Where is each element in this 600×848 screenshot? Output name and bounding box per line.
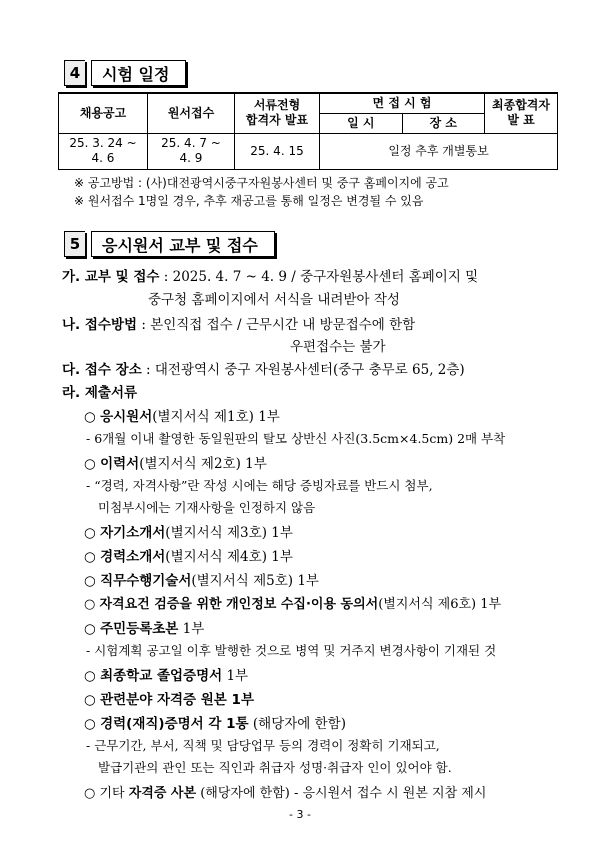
item-ga-text: : 2025. 4. 7 ~ 4. 9 / 중구자원봉사센터 홈페이지 및 bbox=[159, 269, 479, 285]
doc-resident-note: - 시험계획 공고일 이후 발행한 것으로 병역 및 거주지 변경사항이 기재된 것 bbox=[86, 643, 497, 658]
header-final-pass-line2: 발 표 bbox=[507, 113, 535, 128]
doc-name: 최종학교 졸업증명서 bbox=[100, 668, 223, 684]
item-na bbox=[62, 313, 415, 333]
doc-employment-note-1: - 근무기간, 부서, 직책 및 담당업무 등의 경력이 정확히 기재되고, bbox=[86, 738, 440, 753]
doc-career-intro bbox=[84, 545, 293, 565]
bullet: ○ bbox=[84, 549, 96, 565]
doc-application-form bbox=[84, 405, 280, 425]
doc-name: 자격요건 검증을 위한 개인정보 수집·이용 동의서 bbox=[99, 597, 379, 612]
item-na-text: : 본인직접 접수 / 근무시간 내 방문접수에 한함 bbox=[137, 317, 416, 333]
cell-recruit-notice bbox=[59, 133, 148, 169]
header-doc-screening bbox=[235, 93, 320, 133]
cell-recruit-line1: 25. 3. 24 ~ bbox=[69, 136, 137, 150]
header-final-pass-line1: 최종합격자 bbox=[492, 98, 550, 113]
doc-detail: 1부 bbox=[178, 621, 205, 637]
doc-detail: (별지서식 제5호) 1부 bbox=[191, 573, 319, 589]
cell-recruit-line2: 4. 6 bbox=[91, 151, 115, 165]
item-da bbox=[62, 358, 465, 378]
bullet: ○ bbox=[84, 692, 96, 708]
note-announcement: ※ 공고방법 : (사)대전광역시중구자원봉사센터 및 중구 홈페이지에 공고 bbox=[74, 176, 449, 190]
doc-detail: (별지서식 제4호) 1부 bbox=[165, 549, 293, 565]
doc-detail: 1부 bbox=[222, 668, 249, 684]
doc-detail: (별지서식 제3호) 1부 bbox=[165, 525, 293, 541]
item-ra-label: 라. 제출서류 bbox=[62, 385, 138, 401]
header-doc-screening-line2: 합격자 발표 bbox=[245, 113, 309, 128]
item-na-cont: 우편접수는 불가 bbox=[290, 339, 386, 355]
cell-application bbox=[148, 133, 235, 169]
header-interview-place: 장 소 bbox=[402, 113, 485, 133]
section-4-header bbox=[64, 60, 186, 86]
item-da-text: : 대전광역시 중구 자원봉사센터(중구 충무로 65, 2층) bbox=[141, 362, 465, 378]
header-recruit-notice: 채용공고 bbox=[59, 93, 148, 133]
doc-name: 관련분야 자격증 원본 1부 bbox=[100, 692, 254, 708]
section-number: 5 bbox=[64, 231, 85, 257]
doc-license-original bbox=[84, 688, 254, 708]
doc-self-intro bbox=[84, 521, 293, 541]
section-5-header bbox=[64, 231, 275, 257]
header-doc-screening-line1: 서류전형 bbox=[253, 98, 301, 113]
doc-detail: (해당자에 한함) - 응시원서 접수 시 원본 지참 제시 bbox=[196, 786, 487, 801]
bullet: ○ bbox=[84, 597, 96, 612]
note-reannouncement: ※ 원서접수 1명일 경우, 추후 재공고를 통해 일정은 변경될 수 있음 bbox=[74, 194, 424, 208]
doc-employment-note-2: 발급기관의 관인 또는 직인과 취급자 성명·취급자 인이 있어야 함. bbox=[98, 760, 452, 775]
doc-resume-note-1: - “경력, 자격사항”란 작성 시에는 해당 증빙자료를 반드시 첨부, bbox=[86, 478, 433, 493]
item-da-label: 다. 접수 장소 bbox=[62, 362, 142, 378]
section-title: 응시원서 교부 및 접수 bbox=[91, 231, 275, 257]
doc-other-license-copy bbox=[84, 782, 486, 801]
bullet: ○ bbox=[84, 409, 96, 425]
header-interview-datetime: 일 시 bbox=[320, 113, 403, 133]
doc-resume bbox=[84, 452, 267, 472]
item-na-label: 나. 접수방법 bbox=[62, 317, 138, 333]
cell-application-line2: 4. 9 bbox=[179, 151, 203, 165]
doc-photo-note: - 6개월 이내 촬영한 동일원판의 탈모 상반신 사진(3.5cm×4.5cm) 2매 부착 bbox=[86, 431, 506, 446]
doc-detail: (별지서식 제2호) 1부 bbox=[139, 456, 267, 472]
bullet: ○ bbox=[84, 621, 96, 637]
bullet: ○ bbox=[84, 573, 96, 589]
doc-name: 이력서 bbox=[100, 456, 140, 472]
doc-name: 응시원서 bbox=[100, 409, 153, 425]
cell-interview-notice: 일정 추후 개별통보 bbox=[320, 133, 558, 169]
doc-detail: (해당자에 한함) bbox=[248, 716, 346, 732]
doc-resume-note-2: 미첨부시에는 기재사항을 인정하지 않음 bbox=[98, 500, 316, 515]
item-ga bbox=[62, 265, 478, 285]
doc-prefix: 기타 bbox=[99, 786, 129, 801]
bullet: ○ bbox=[84, 456, 96, 472]
page-number: - 3 - bbox=[289, 808, 311, 821]
doc-job-description bbox=[84, 569, 319, 589]
doc-detail: (별지서식 제6호) 1부 bbox=[378, 597, 502, 612]
item-ga-label: 가. 교부 및 접수 bbox=[62, 269, 160, 285]
doc-name: 경력소개서 bbox=[100, 549, 166, 565]
doc-privacy-consent bbox=[84, 593, 501, 612]
doc-detail: (별지서식 제1호) 1부 bbox=[152, 409, 280, 425]
doc-graduation-cert bbox=[84, 664, 248, 684]
cell-doc-screening: 25. 4. 15 bbox=[235, 133, 320, 169]
item-ga-cont: 중구청 홈페이지에서 서식을 내려받아 작성 bbox=[148, 292, 400, 308]
doc-name: 자격증 사본 bbox=[128, 786, 197, 801]
header-interview: 면 접 시 험 bbox=[320, 93, 485, 113]
cell-application-line1: 25. 4. 7 ~ bbox=[161, 136, 221, 150]
bullet: ○ bbox=[84, 716, 96, 732]
bullet: ○ bbox=[84, 525, 96, 541]
section-number: 4 bbox=[64, 60, 85, 86]
doc-name: 직무수행기술서 bbox=[100, 573, 192, 589]
doc-name: 자기소개서 bbox=[100, 525, 166, 541]
doc-name: 주민등록초본 bbox=[100, 621, 179, 637]
bullet: ○ bbox=[84, 668, 96, 684]
doc-name: 경력(재직)증명서 각 1통 bbox=[100, 716, 249, 732]
doc-resident-abstract bbox=[84, 617, 204, 637]
item-ra bbox=[62, 381, 137, 401]
header-application: 원서접수 bbox=[148, 93, 235, 133]
bullet: ○ bbox=[84, 786, 96, 801]
section-title: 시험 일정 bbox=[91, 60, 186, 86]
doc-employment-cert bbox=[84, 712, 346, 732]
schedule-table bbox=[58, 92, 558, 170]
header-final-pass bbox=[485, 93, 558, 133]
